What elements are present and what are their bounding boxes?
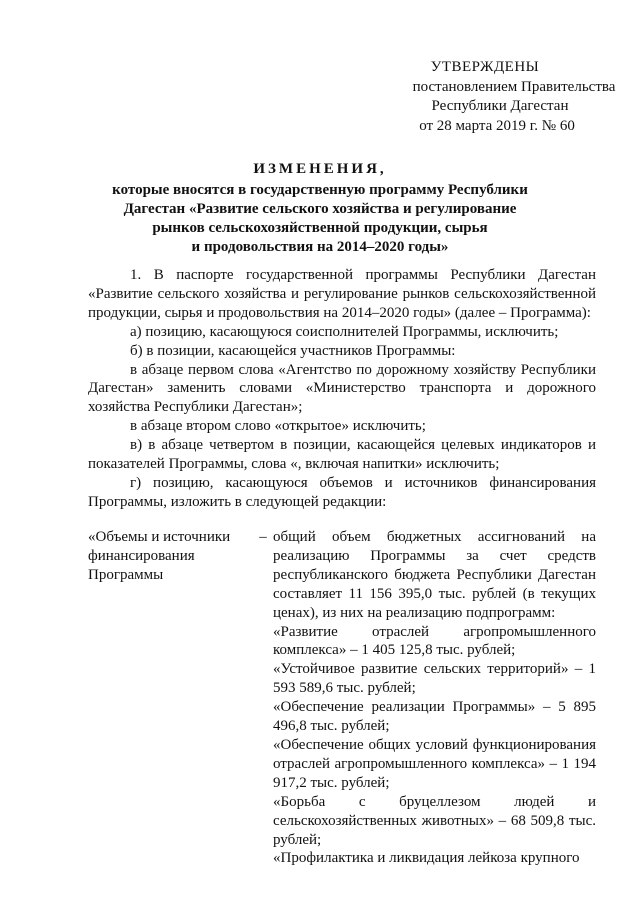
paragraph: г) позицию, касающуюся объемов и источников финансирования Программы, изложить в следующей редакции: [88,474,596,510]
paragraph: а) позицию, касающуюся соисполнителей Программы, исключить; [130,323,559,340]
title-line-3: рынков сельскохозяйственной продукции, сырья [152,220,488,236]
title-line-2: Дагестан «Развитие сельского хозяйства и регулирование [123,201,517,217]
funding-label-line-2: финансирования [88,547,195,564]
funding-paragraph: «Обеспечение общих условий функционирования отраслей агропромышленного комплекса» – 1 194 917,2 тыс. рублей; [273,736,596,791]
paragraph: б) в позиции, касающейся участников Программы: [130,342,456,359]
funding-label-line-1: «Объемы и источники [88,529,231,545]
funding-label-line-3: Программы [88,566,164,583]
funding-details [273,528,596,868]
approval-republic: Республики Дагестан [431,98,569,114]
approval-date: от 28 марта 2019 г. № 60 [419,117,575,134]
title-line-1: которые вносятся в государственную программу Республики [112,182,528,198]
document-title [70,160,570,257]
funding-paragraph: общий объем бюджетных ассигнований на реализацию Программы за счет средств республиканского бюджета Республики Дагестан составляет 11 156 395,0 тыс. рублей (в текущих ценах), из них на реализацию подпрограмм: [273,529,596,621]
approval-stamp [340,58,630,136]
approval-title: УТВЕРЖДЕНЫ [430,59,540,75]
paragraph: в) в абзаце четвертом в позиции, касающейся целевых индикаторов и показателей Программы, слова «, включая напитки» исключить; [88,437,596,473]
title-heading: ИЗМЕНЕНИЯ, [253,161,387,177]
paragraph: в абзаце втором слово «открытое» исключить; [130,418,426,435]
funding-paragraph: «Устойчивое развитие сельских территорий» – 1 593 589,6 тыс. рублей; [273,661,596,697]
paragraph: в абзаце первом слова «Агентство по дорожному хозяйству Республики Дагестан» заменить словами «Министерство транспорта и дорожного хозяйства Республики Дагестан»; [88,361,596,416]
funding-paragraph: «Развитие отраслей агропромышленного комплекса» – 1 405 125,8 тыс. рублей; [273,623,596,659]
document-body [88,266,596,512]
funding-paragraph: «Обеспечение реализации Программы» – 5 895 496,8 тыс. рублей; [273,699,596,735]
funding-paragraph: «Борьба с бруцеллезом людей и сельскохозяйственных животных» – 68 509,8 тыс. рублей; [273,793,596,848]
separator-dash: – [259,529,267,545]
funding-paragraph: «Профилактика и ликвидация лейкоза крупного [273,850,580,867]
funding-label [88,528,253,585]
title-line-4: и продовольствия на 2014–2020 годы» [191,239,449,255]
approval-decree: постановлением Правительства [412,78,616,95]
paragraph: 1. В паспорте государственной программы Республики Дагестан «Развитие сельского хозяйства и регулирование рынков сельскохозяйственной продукции, сырья и продовольствия на 2014–2020 годы» (далее – Программа): [88,267,596,321]
